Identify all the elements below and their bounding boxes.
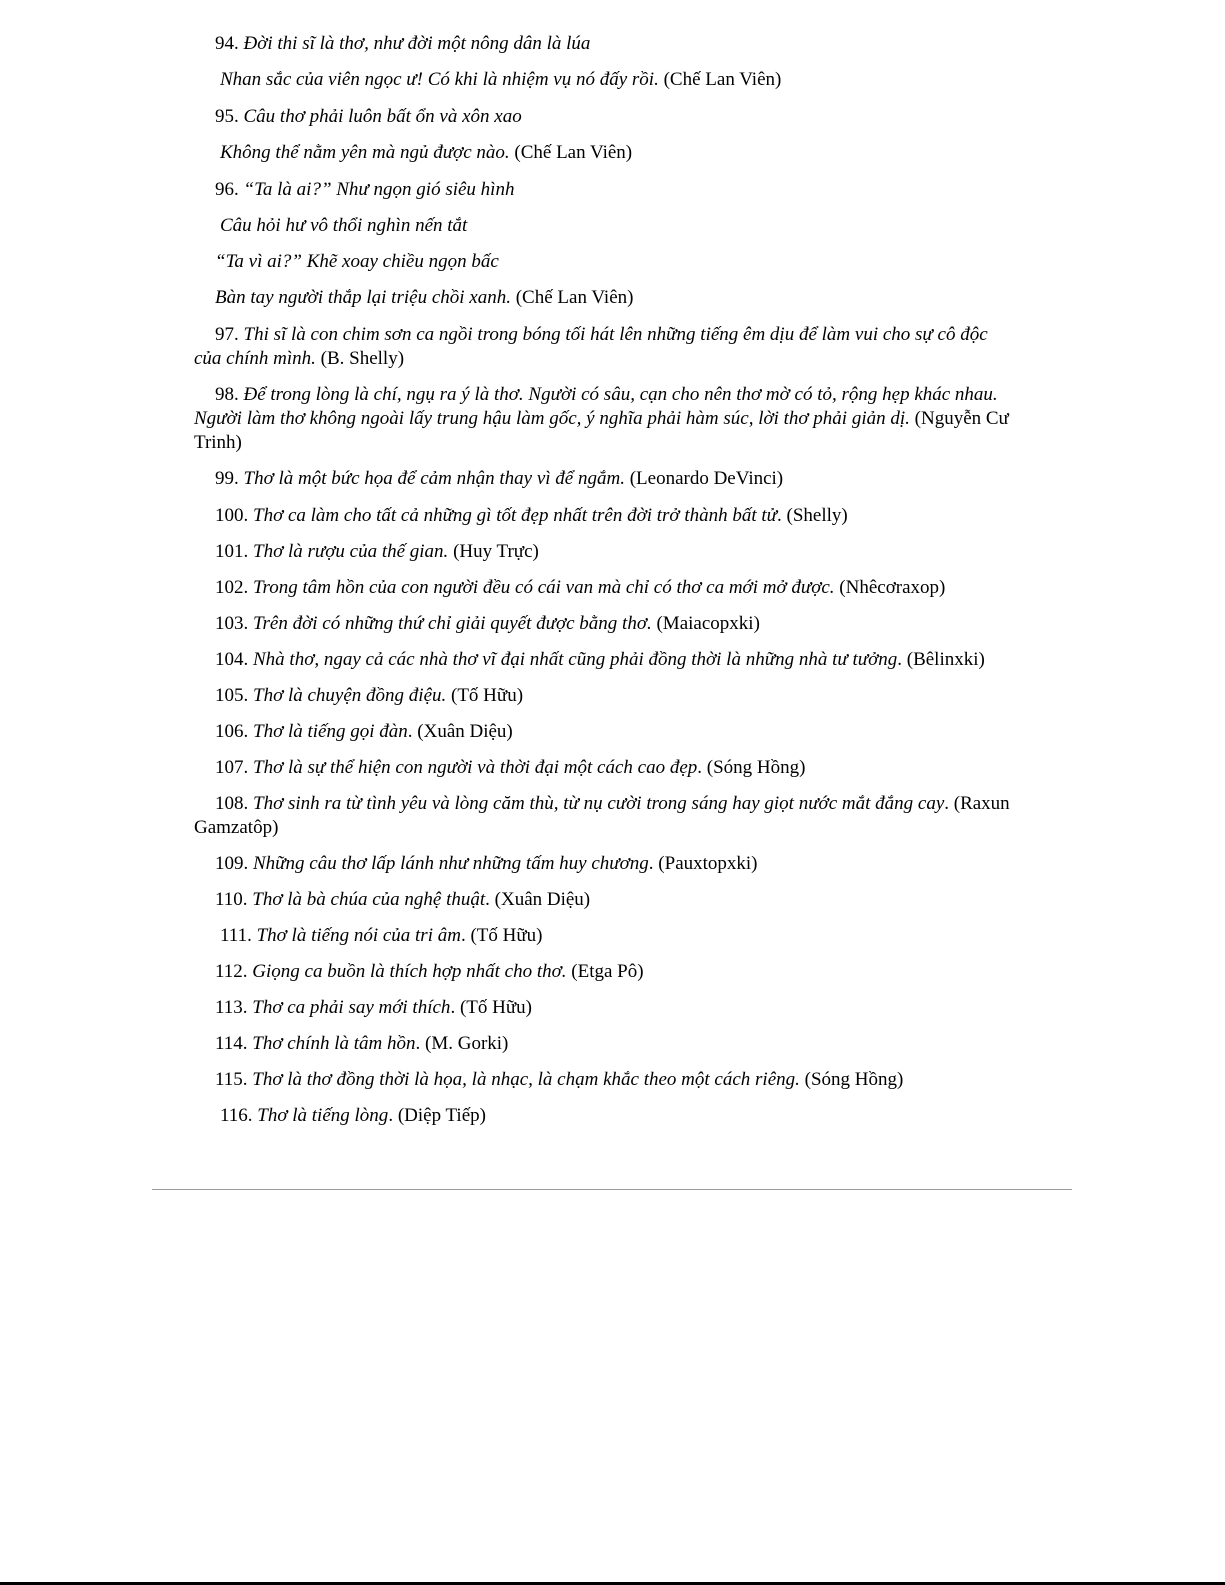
- quote-author: . (Sóng Hồng): [697, 757, 806, 778]
- quote-line: [215, 576, 945, 600]
- quote-line: [215, 467, 783, 491]
- quote-author: (B. Shelly): [315, 348, 405, 369]
- quote-number: 115.: [215, 1069, 253, 1090]
- quote-number: 112.: [215, 961, 253, 982]
- quote-line: [194, 816, 278, 840]
- quote-author: . (Xuân Diệu): [407, 721, 513, 742]
- quote-author: . (Xuân Diệu): [485, 889, 591, 910]
- quote-line: [215, 286, 633, 310]
- quote-line: [215, 684, 523, 708]
- separator-rule: [152, 1189, 1072, 1190]
- quote-line: [215, 888, 590, 912]
- quote-author: (Sóng Hồng): [799, 1069, 904, 1090]
- quote-line: [215, 105, 522, 129]
- quote-text: Câu thơ phải luôn bất ổn và xôn xao: [243, 106, 522, 127]
- quote-text: “Ta vì ai?” Khẽ xoay chiều ngọn bấc: [215, 251, 499, 272]
- quote-number: 111.: [220, 925, 257, 946]
- quote-line: [215, 1068, 903, 1092]
- quote-text: Bàn tay người thắp lại triệu chồi xanh.: [215, 287, 511, 308]
- quote-number: 108.: [215, 793, 253, 814]
- quote-text: Thơ là một bức họa để cảm nhận thay vì để ngắm.: [243, 468, 625, 489]
- quote-text: Thơ chính là tâm hồn: [252, 1033, 416, 1054]
- quote-text: Thi sĩ là con chim sơn ca ngồi trong bóng tối hát lên những tiếng êm dịu để làm vui cho sự cô độc: [243, 324, 988, 345]
- quote-line: [220, 1104, 486, 1128]
- quote-text: Giọng ca buồn là thích hợp nhất cho thơ.: [252, 961, 567, 982]
- quote-number: 103.: [215, 613, 253, 634]
- quote-text: Thơ là tiếng lòng: [257, 1105, 389, 1126]
- quote-text: Thơ là sự thể hiện con người và thời đại một cách cao đẹp: [253, 757, 698, 778]
- quote-number: 114.: [215, 1033, 253, 1054]
- quote-text: Trong tâm hồn của con người đều có cái van mà chỉ có thơ ca mới mở được.: [253, 577, 835, 598]
- quote-text: Thơ là tiếng nói của tri âm: [256, 925, 461, 946]
- quote-text: Thơ là rượu của thế gian.: [253, 541, 449, 562]
- quote-line: [215, 178, 514, 202]
- quote-line: [215, 540, 539, 564]
- quote-number: 110.: [215, 889, 253, 910]
- quote-author: . (Bêlinxki): [897, 649, 985, 670]
- quote-author: (Leonardo DeVinci): [624, 468, 784, 489]
- quote-number: 99.: [215, 468, 244, 489]
- quote-text: Để trong lòng là chí, ngụ ra ý là thơ. Người có sâu, cạn cho nên thơ mờ có tỏ, rộng hẹp khác nhau.: [243, 384, 998, 405]
- quote-text: Thơ là chuyện đồng điệu.: [253, 685, 447, 706]
- quote-text: Trên đời có những thứ chỉ giải quyết được bằng thơ.: [253, 613, 652, 634]
- quote-line: [220, 141, 632, 165]
- quote-number: 95.: [215, 106, 244, 127]
- quote-author: (Maiacopxki): [651, 613, 760, 634]
- quote-author: . (M. Gorki): [415, 1033, 509, 1054]
- quote-line: [215, 323, 988, 347]
- quote-author: (Huy Trực): [448, 541, 539, 562]
- quote-author: Trinh): [194, 432, 242, 453]
- quote-author: . (Raxun: [944, 793, 1010, 814]
- quote-line: [194, 347, 404, 371]
- quote-text: Thơ ca làm cho tất cả những gì tốt đẹp nhất trên đời trở thành bất tử: [253, 505, 778, 526]
- quote-text: Những câu thơ lấp lánh như những tấm huy chương: [253, 853, 649, 874]
- quote-number: 98.: [215, 384, 244, 405]
- quote-number: 94.: [215, 33, 244, 54]
- quote-author: (Etga Pô): [566, 961, 644, 982]
- quote-number: 101.: [215, 541, 253, 562]
- quote-text: “Ta là ai?” Như ngọn gió siêu hình: [243, 179, 515, 200]
- quote-number: 106.: [215, 721, 253, 742]
- quote-author: (Chế Lan Viên): [510, 287, 634, 308]
- quote-author: (Chế Lan Viên): [658, 69, 782, 90]
- quote-number: 107.: [215, 757, 253, 778]
- quote-line: [215, 1032, 508, 1056]
- quote-author: . (Tố Hữu): [460, 925, 543, 946]
- quote-line: [194, 407, 1009, 431]
- quote-number: 100.: [215, 505, 253, 526]
- quote-number: 104.: [215, 649, 253, 670]
- quote-author: (Tố Hữu): [446, 685, 524, 706]
- quote-text: Người làm thơ không ngoài lấy trung hậu làm gốc, ý nghĩa phải hàm súc, lời thơ phải giản dị.: [194, 408, 910, 429]
- quote-number: 102.: [215, 577, 253, 598]
- quote-text: Đời thi sĩ là thơ, như đời một nông dân là lúa: [243, 33, 591, 54]
- quote-number: 113.: [215, 997, 253, 1018]
- quote-line: [220, 924, 543, 948]
- quote-line: [215, 504, 848, 528]
- quote-text: Không thể nằm yên mà ngủ được nào.: [220, 142, 510, 163]
- quote-line: [215, 852, 758, 876]
- quote-text: Nhà thơ, ngay cả các nhà thơ vĩ đại nhất cũng phải đồng thời là những nhà tư tưởng: [253, 649, 898, 670]
- quote-text: của chính mình.: [194, 348, 316, 369]
- quote-line: [194, 431, 242, 455]
- quote-line: [215, 756, 805, 780]
- quote-number: 105.: [215, 685, 253, 706]
- quote-number: 97.: [215, 324, 244, 345]
- quote-author: Gamzatôp): [194, 817, 279, 838]
- quote-line: [215, 720, 513, 744]
- quote-text: Thơ là bà chúa của nghệ thuật: [252, 889, 486, 910]
- quote-author: (Chế Lan Viên): [509, 142, 633, 163]
- quote-text: Nhan sắc của viên ngọc ư! Có khi là nhiệm vụ nó đấy rồi.: [220, 69, 659, 90]
- quote-line: [215, 792, 1010, 816]
- quote-line: [215, 648, 985, 672]
- quote-text: Thơ ca phải say mới thích: [252, 997, 451, 1018]
- quote-line: [220, 68, 781, 92]
- quote-number: 109.: [215, 853, 253, 874]
- quote-author: . (Diệp Tiếp): [388, 1105, 486, 1126]
- quote-number: 116.: [220, 1105, 258, 1126]
- quote-author: (Nguyễn Cư: [909, 408, 1009, 429]
- quote-line: [220, 214, 467, 238]
- quote-text: Câu hỏi hư vô thổi nghìn nến tắt: [220, 215, 468, 236]
- quote-line: [215, 996, 532, 1020]
- quote-line: [215, 612, 760, 636]
- quote-line: [215, 960, 644, 984]
- quote-number: 96.: [215, 179, 244, 200]
- quote-text: Thơ là tiếng gọi đàn: [253, 721, 408, 742]
- quote-text: Thơ là thơ đồng thời là họa, là nhạc, là chạm khắc theo một cách riêng.: [252, 1069, 800, 1090]
- quote-author: (Nhêcơraxop): [834, 577, 946, 598]
- quote-text: Thơ sinh ra từ tình yêu và lòng căm thù, từ nụ cười trong sáng hay giọt nước mắt đắng cay: [253, 793, 945, 814]
- quote-line: [215, 32, 590, 56]
- quote-line: [215, 383, 998, 407]
- quote-author: . (Pauxtopxki): [648, 853, 758, 874]
- quote-line: [215, 250, 499, 274]
- quote-author: . (Shelly): [777, 505, 848, 526]
- quote-author: . (Tố Hữu): [450, 997, 532, 1018]
